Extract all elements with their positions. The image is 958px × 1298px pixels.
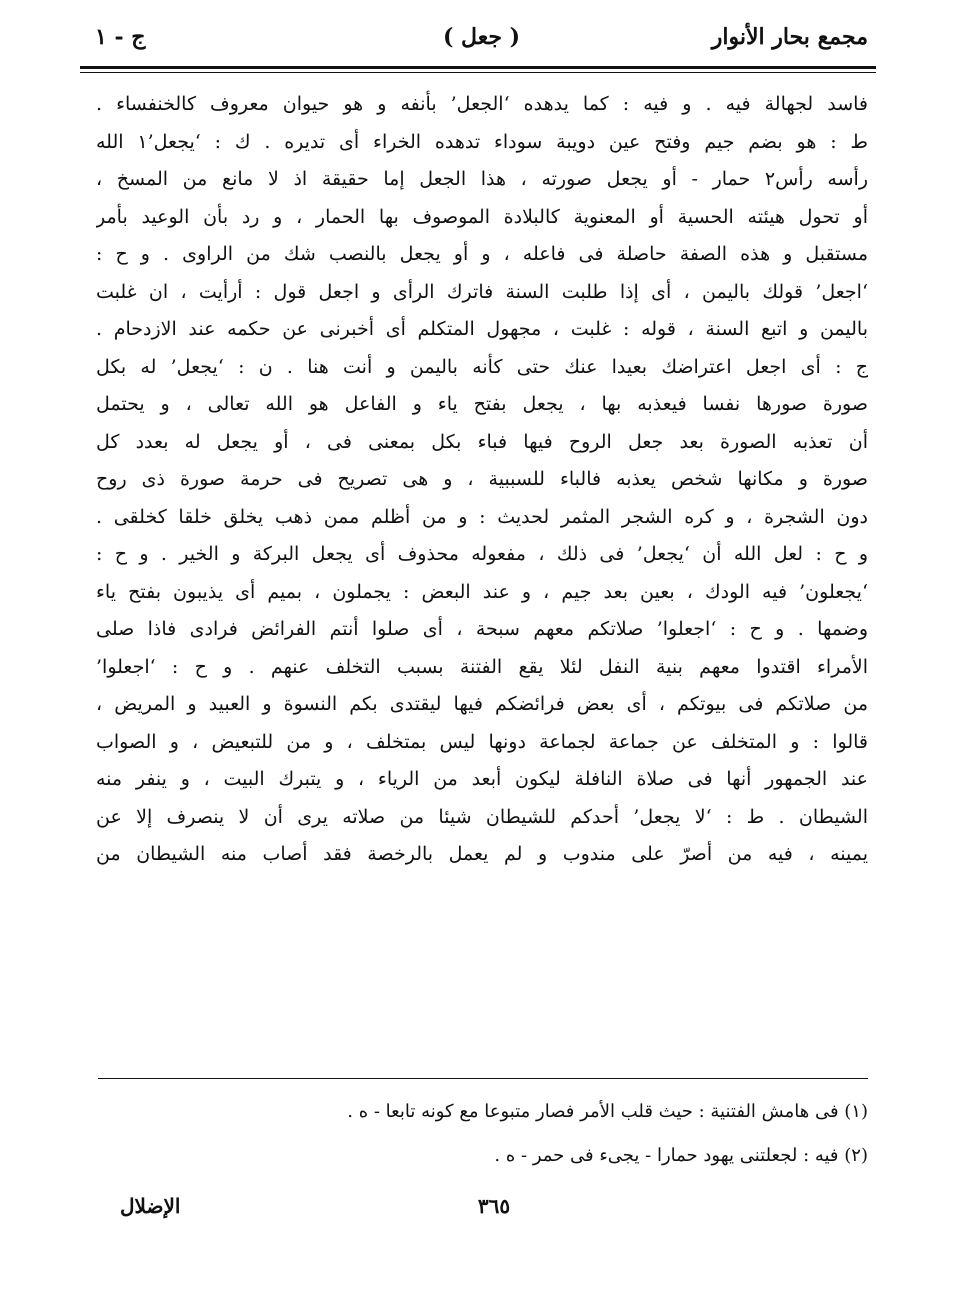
text-line: الشيطان . ط : ‘لا يجعل’ أحدكم للشيطان شيئا من صلاته يرى أن لا ينصرف إلا عن: [96, 805, 868, 828]
text-line: صورة صورها نفسا فيعذبه بها ، يجعل بفتح ياء و الفاعل هو الله تعالى ، و يحتمل: [96, 393, 868, 415]
text-line: أو تحول هيئته الحسية أو المعنوية كالبلادة الموصوف بها الحمار ، و رد بأن الوعيد بأمر: [96, 205, 868, 228]
text-line: أن تعذبه الصورة بعد جعل الروح فيها فباء بكل بمعنى فى ، أو يجعل له بعدد كل: [96, 430, 868, 453]
text-line: باليمن و اتبع السنة ، قوله : غلبت ، مجهول المتكلم أى أخبرنى عن حكمه عند الازدحام .: [96, 318, 868, 340]
text-line: ‘اجعل’ قولك باليمن ، أى إذا طلبت السنة فاترك الرأى و اجعل قول : أرأيت ، ان غلبت: [96, 280, 868, 303]
text-line: ج : أى اجعل اعتراضك بعيدا عنك حتى كأنه باليمن و أنت هنا . ن : ‘يجعل’ له بكل: [96, 355, 868, 378]
text-line: دون الشجرة ، و كره الشجر المثمر لحديث : و من أظلم ممن ذهب يخلق خلقا كخلقى .: [96, 505, 868, 528]
page-footer: [120, 1188, 868, 1224]
header-rule-thick: [80, 66, 876, 69]
text-line: و ح : لعل الله أن ‘يجعل’ فى ذلك ، مفعوله محذوف أى يجعل البركة و الخير . و ح :: [96, 543, 868, 565]
footnotes: [98, 1090, 868, 1178]
text-line: من صلاتكم فى بيوتكم ، أى بعض فرائضكم فيها ليقتدى بكم النسوة و العبيد و المريض ،: [96, 693, 868, 715]
footnote-rule: [98, 1078, 868, 1079]
volume-label: ج - ١: [95, 24, 146, 50]
text-line: ط : هو بضم جيم وفتح عين دويبة سوداء تدهده الخراء أى تديره . ك : ‘يجعل’١ الله: [96, 130, 868, 153]
text-line: عند الجمهور أنها فى صلاة النافلة ليكون أبعد من الرياء ، و يتبرك البيت ، و ينفر منه: [96, 768, 868, 790]
entry-heading: ( جعل ): [442, 24, 520, 50]
text-line: فاسد لجهالة فيه . و فيه : كما يدهده ‘الجعل’ بأنفه و هو حيوان معروف كالخنفساء .: [96, 93, 868, 115]
text-line: ‘يجعلون’ فيه الودك ، بعين بعد جيم ، و عند البعض : يجملون ، بميم أى يذيبون بفتح ياء: [96, 580, 868, 603]
header-rule-thin: [80, 72, 876, 73]
text-line: وضمها . و ح : ‘اجعلوا’ صلاتكم معهم سبحة ، أى صلوا أنتم الفرائض فرادى فاذا صلى: [96, 618, 868, 640]
text-line: الأمراء اقتدوا معهم بنية النفل لئلا يقع الفتنة بسبب التخلف عنهم . و ح : ‘اجعلوا’: [96, 655, 868, 678]
text-line: صورة و مكانها شخص يعذبه فالباء للسببية ، و هى تصريح فى حرمة صورة ذى روح: [96, 468, 868, 490]
main-text: [96, 86, 868, 874]
text-line: قالوا : و المتخلف عن جماعة لجماعة دونها ليس بمتخلف ، و من للتبعيض ، و الصواب: [96, 730, 868, 753]
text-line: رأسه رأس٢ حمار - أو يجعل صورته ، هذا الجعل إما حقيقة اذ لا مانع من المسخ ،: [96, 168, 868, 190]
footnote: (٢) فيه : لجعلتنى يهود حمارا - يجىء فى حمر - ه .: [494, 1145, 868, 1166]
text-line: مستقبل و هذه الصفة حاصلة فى فاعله ، و أو يجعل بالنصب شك من الراوى . و ح :: [96, 243, 868, 265]
running-header: [95, 18, 868, 58]
page-number: ٣٦٥: [477, 1194, 511, 1218]
footnote: (١) فى هامش الفتنية : حيث قلب الأمر فصار متبوعا مع كونه تابعا - ه .: [347, 1101, 868, 1122]
catchword: الإضلال: [120, 1194, 181, 1218]
book-title: مجمع بحار الأنوار: [711, 24, 868, 50]
text-line: يمينه ، فيه من أصرّ على مندوب و لم يعمل بالرخصة فقد أصاب منه الشيطان من: [96, 843, 868, 865]
